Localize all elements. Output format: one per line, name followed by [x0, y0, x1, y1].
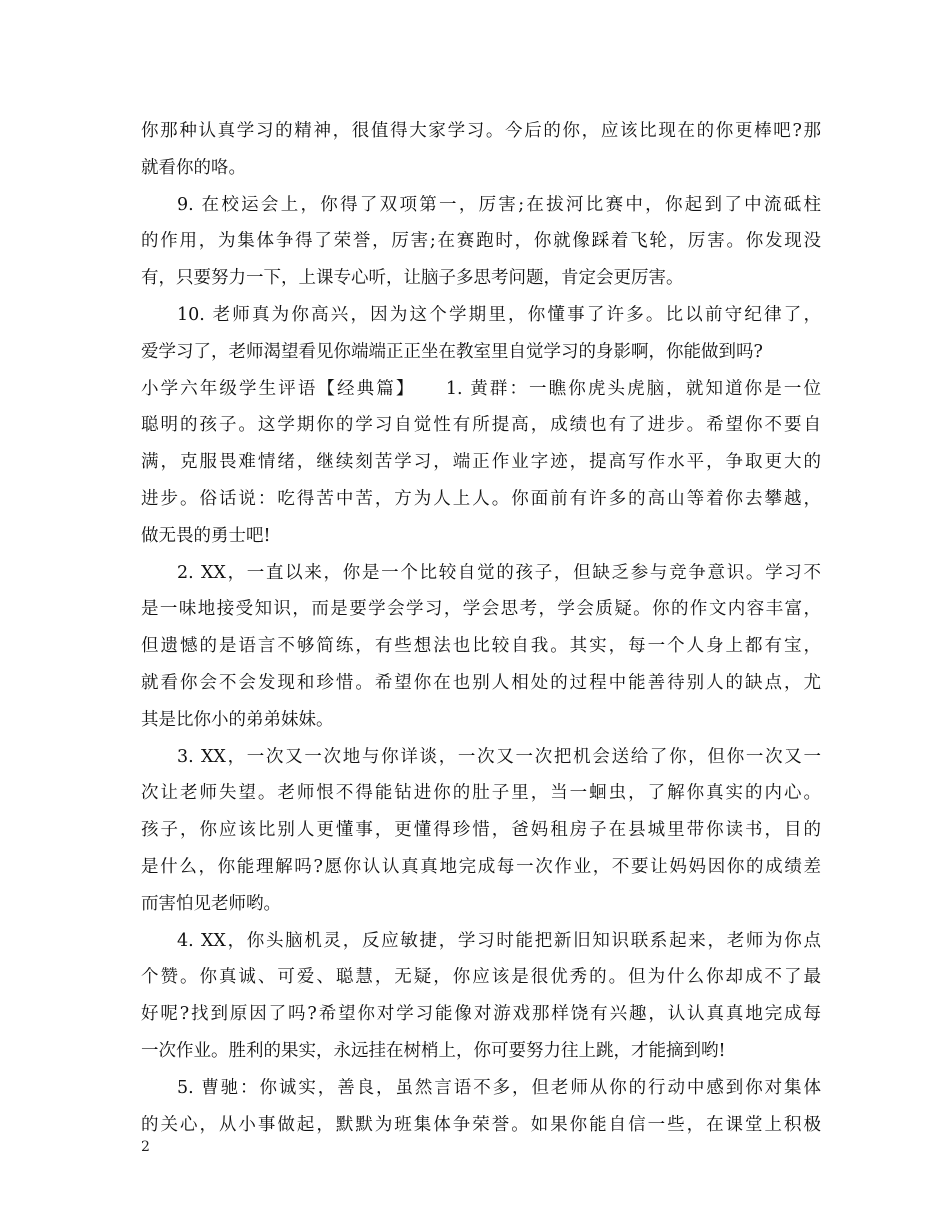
text-line: 就看你的咯。: [141, 157, 246, 178]
text-line: 进步。俗话说：吃得苦中苦，方为人上人。你面前有许多的高山等着你去攀越，: [141, 488, 821, 509]
text-line: 10. 老师真为你高兴，因为这个学期里，你懂事了许多。比以前守纪律了，: [177, 304, 821, 325]
text-line: 个赞。你真诚、可爱、聪慧，无疑，你应该是很优秀的。但为什么你却成不了最: [141, 967, 821, 988]
body-text: [141, 113, 821, 1143]
text-line: 4. XX，你头脑机灵，反应敏捷，学习时能把新旧知识联系起来，老师为你点: [177, 930, 821, 951]
text-line: 的作用，为集体争得了荣誉，厉害;在赛跑时，你就像踩着飞轮，厉害。你发现没: [141, 231, 821, 252]
text-line: 就看你会不会发现和珍惜。希望你在也别人相处的过程中能善待别人的缺点，尤: [141, 672, 821, 693]
text-line: 是一味地接受知识，而是要学会学习，学会思考，学会质疑。你的作文内容丰富，: [141, 599, 821, 620]
text-line: 但遗憾的是语言不够简练，有些想法也比较自我。其实，每一个人身上都有宝，: [141, 636, 821, 657]
text-line: 5. 曹驰：你诚实，善良，虽然言语不多，但老师从你的行动中感到你对集体: [177, 1077, 821, 1098]
text-line: 9. 在校运会上，你得了双项第一，厉害;在拔河比赛中，你起到了中流砥柱: [177, 194, 821, 215]
text-line: 爱学习了，老师渴望看见你端端正正坐在教室里自觉学习的身影啊，你能做到吗?: [141, 341, 763, 362]
text-line: 孩子，你应该比别人更懂事，更懂得珍惜，爸妈租房子在县城里带你读书，目的: [141, 820, 821, 841]
text-line: 好呢?找到原因了吗?希望你对学习能像对游戏那样饶有兴趣，认认真真地完成每: [141, 1004, 821, 1025]
text-line: 2. XX，一直以来，你是一个比较自觉的孩子，但缺乏参与竞争意识。学习不: [177, 562, 821, 583]
text-line: 做无畏的勇士吧!: [141, 525, 271, 546]
text-line: 3. XX，一次又一次地与你详谈，一次又一次把机会送给了你，但你一次又一: [177, 746, 821, 767]
text-line: 有，只要努力一下，上课专心听，让脑子多思考问题，肯定会更厉害。: [141, 268, 684, 289]
text-line: 你那种认真学习的精神，很值得大家学习。今后的你，应该比现在的你更棒吧?那: [141, 121, 821, 141]
text-line: 小学六年级学生评语【经典篇】 1. 黄群：一瞧你虎头虎脑，就知道你是一位: [141, 378, 821, 399]
text-line: 是什么，你能理解吗?愿你认认真真地完成每一次作业，不要让妈妈因你的成绩差: [141, 856, 821, 877]
text-line: 次让老师失望。老师恨不得能钻进你的肚子里，当一蛔虫，了解你真实的内心。: [141, 783, 821, 804]
page-number: 2: [141, 1139, 150, 1155]
text-line: 的关心，从小事做起，默默为班集体争荣誉。如果你能自信一些，在课堂上积极: [141, 1114, 821, 1135]
text-line: 而害怕见老师哟。: [141, 893, 281, 914]
text-line: 聪明的孩子。这学期你的学习自觉性有所提高，成绩也有了进步。希望你不要自: [141, 415, 821, 436]
text-line: 其是比你小的弟弟妹妹。: [141, 709, 334, 730]
text-line: 一次作业。胜利的果实，永远挂在树梢上，你可要努力往上跳，才能摘到哟!: [141, 1040, 726, 1061]
text-line: 满，克服畏难情绪，继续刻苦学习，端正作业字迹，提高写作水平，争取更大的: [141, 452, 821, 473]
